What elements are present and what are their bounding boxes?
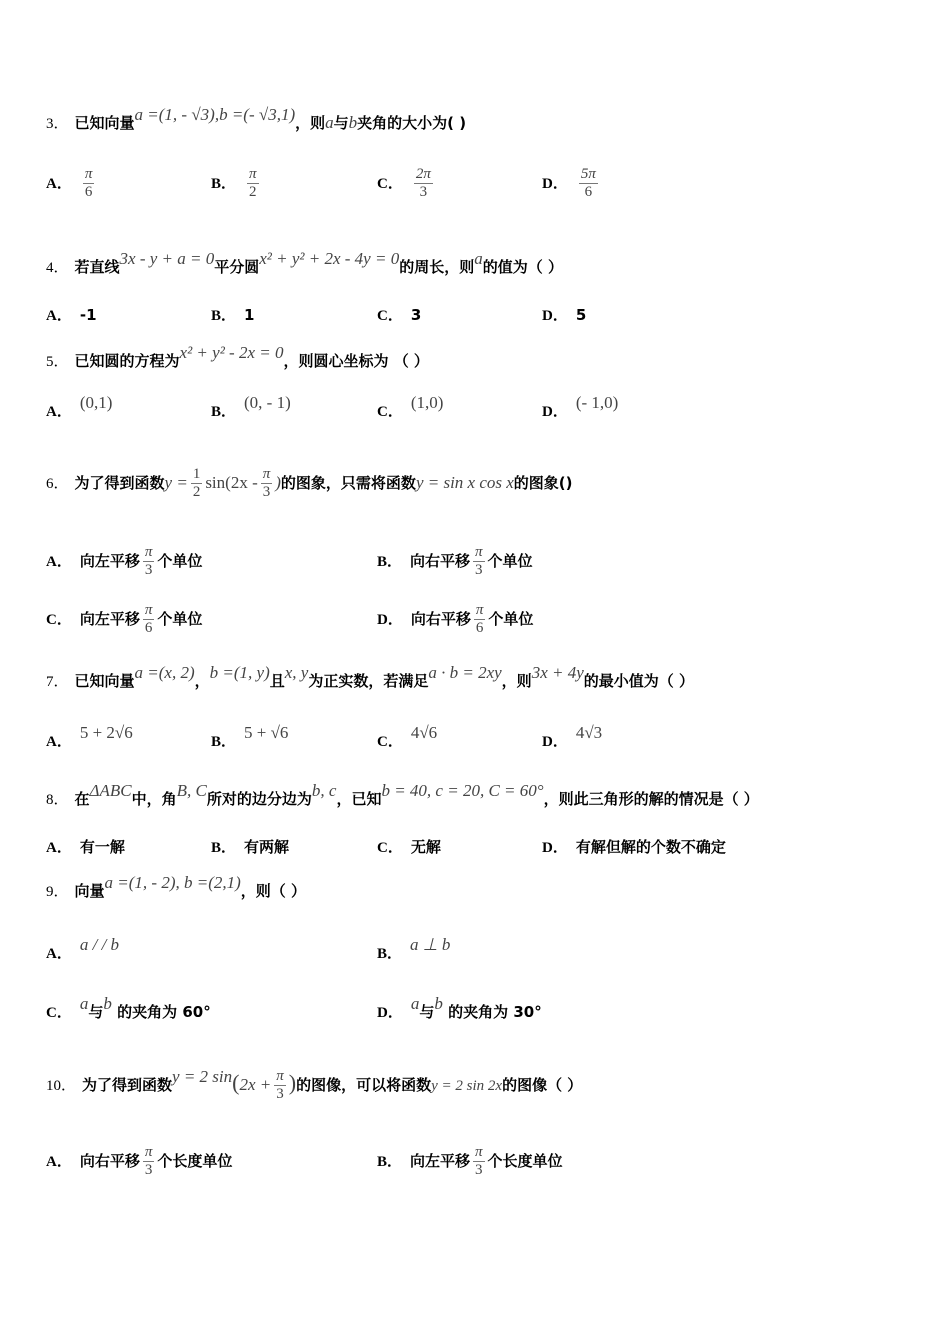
question-text: 所对的边分边为 — [206, 790, 312, 808]
option-label: C． — [46, 1005, 72, 1021]
option-text: 向右平移 — [410, 610, 471, 628]
math-expr: a — [79, 994, 89, 1013]
math-expr: 3x + 4y — [531, 663, 584, 682]
option-d — [377, 602, 533, 637]
math-expr: 5 + 2√6 — [79, 723, 133, 742]
option-label: A． — [46, 734, 72, 750]
option-label: B． — [377, 554, 403, 570]
question-text: ，则 — [501, 672, 532, 690]
option-text: 有两解 — [244, 838, 290, 856]
option-label: D． — [542, 734, 568, 750]
fraction: $\frac{1}{2}$ — [192, 466, 201, 500]
option-b — [211, 393, 291, 421]
math-expr: b — [103, 994, 112, 1013]
question-number: 9． — [46, 884, 69, 900]
option-a — [46, 166, 97, 201]
math-expr: a =(1, - 2), b =(2,1) — [104, 873, 241, 892]
question-text: 已知向量 — [74, 114, 135, 132]
math-expr: x² + y² - 2x = 0 — [179, 343, 284, 362]
math-expr: x, y — [284, 663, 309, 682]
option-c — [377, 836, 441, 857]
question-6 — [46, 466, 573, 501]
option-text: 3 — [410, 306, 422, 324]
option-c — [377, 304, 421, 325]
question-text: 向量 — [74, 882, 105, 900]
option-text: 个长度单位 — [157, 1152, 233, 1170]
question-text: 且 — [269, 672, 285, 690]
math-expr: b =(1, y) — [209, 663, 270, 682]
option-c — [46, 994, 211, 1022]
option-text: 向右平移 — [410, 552, 471, 570]
option-a — [46, 544, 202, 579]
question-number: 6． — [46, 476, 69, 492]
question-text: ，则（ ） — [240, 882, 307, 900]
option-label: A． — [46, 946, 72, 962]
option-c — [377, 723, 438, 751]
math-expr: y = sin x cos x — [415, 473, 514, 492]
option-label: B． — [377, 1154, 403, 1170]
option-a — [46, 1144, 232, 1179]
fraction: $\frac{\pi}{3}$ — [144, 1144, 153, 1178]
question-text: 的值为（ ） — [482, 258, 563, 276]
math-expr: 2x + — [239, 1075, 272, 1094]
fraction: $\frac{\pi}{2}$ — [249, 166, 257, 200]
question-number: 7． — [46, 674, 69, 690]
option-text: 的夹角为 30° — [448, 1003, 542, 1021]
math-expr: y = 2 sin — [172, 1067, 233, 1086]
math-expr: 4√6 — [410, 723, 438, 742]
option-b — [377, 544, 533, 579]
option-label: C． — [377, 176, 403, 192]
question-text: 在 — [74, 790, 90, 808]
option-a — [46, 393, 113, 421]
math-expr: b — [348, 113, 358, 132]
question-7 — [46, 663, 694, 691]
option-text: 向右平移 — [79, 1152, 140, 1170]
option-text: 有解但解的个数不确定 — [575, 838, 726, 856]
paren-left: ( — [232, 1070, 240, 1095]
option-label: B． — [211, 404, 237, 420]
question-text: ，已知 — [336, 790, 382, 808]
math-expr: (- 1,0) — [575, 393, 619, 412]
question-text: ，则 — [295, 114, 326, 132]
question-text: 若直线 — [74, 258, 120, 276]
math-expr: b — [434, 994, 443, 1013]
option-label: D． — [542, 176, 568, 192]
option-text: 个单位 — [488, 610, 534, 628]
fraction: $\frac{\pi}{6}$ — [84, 166, 93, 200]
question-text: ， — [194, 672, 210, 690]
option-label: A． — [46, 840, 72, 856]
question-text: 与 — [333, 114, 349, 132]
math-expr: B, C — [176, 781, 207, 800]
option-label: A． — [46, 308, 72, 324]
math-expr: a ⊥ b — [410, 935, 451, 954]
option-d — [542, 836, 726, 857]
math-expr: (0, - 1) — [244, 393, 291, 412]
option-d — [542, 393, 619, 421]
option-d — [542, 304, 586, 325]
question-3 — [46, 105, 467, 133]
option-d — [377, 994, 542, 1022]
option-label: D． — [377, 1005, 403, 1021]
question-text: 的图象，只需将函数 — [280, 474, 416, 492]
option-label: D． — [377, 612, 403, 628]
option-c — [377, 393, 444, 421]
option-text: 个单位 — [487, 552, 533, 570]
math-expr: b = 40, c = 20, C = 60° — [381, 781, 544, 800]
option-text: 向左平移 — [410, 1152, 471, 1170]
option-text: 向左平移 — [79, 552, 140, 570]
fraction: $\frac{\pi}{3}$ — [276, 1068, 284, 1102]
math-expr: 4√3 — [575, 723, 603, 742]
option-a — [46, 304, 97, 325]
question-5 — [46, 343, 429, 371]
fraction: $\frac{\pi}{3}$ — [475, 544, 483, 578]
option-label: C． — [377, 404, 403, 420]
question-text: 的图像（ ） — [502, 1076, 583, 1094]
math-expr: a · b = 2xy — [428, 663, 502, 682]
option-text: 向左平移 — [79, 610, 140, 628]
option-label: A． — [46, 404, 72, 420]
option-a — [46, 723, 133, 751]
question-number: 8． — [46, 792, 69, 808]
question-10 — [46, 1068, 582, 1103]
option-text: 1 — [244, 306, 255, 324]
question-text: 的周长，则 — [399, 258, 475, 276]
question-number: 10． — [46, 1078, 77, 1094]
question-text: 为了得到函数 — [74, 474, 165, 492]
option-c — [377, 166, 436, 201]
option-text: 的夹角为 60° — [117, 1003, 211, 1021]
option-label: C． — [377, 840, 403, 856]
option-label: C． — [46, 612, 72, 628]
option-label: B． — [377, 946, 403, 962]
math-expr: (1,0) — [410, 393, 444, 412]
option-d — [542, 723, 603, 751]
question-9 — [46, 873, 307, 901]
option-b — [211, 836, 289, 857]
option-a — [46, 935, 120, 963]
question-8 — [46, 781, 759, 809]
question-number: 3． — [46, 116, 69, 132]
math-expr: a — [325, 113, 334, 132]
option-text: 与 — [88, 1003, 104, 1021]
question-text: 为了得到函数 — [82, 1076, 173, 1094]
question-number: 5． — [46, 354, 69, 370]
math-expr: a =(x, 2) — [134, 663, 195, 682]
math-expr: (0,1) — [79, 393, 113, 412]
math-expr: ) — [275, 473, 281, 492]
question-text: ，则圆心坐标为 （ ） — [283, 352, 429, 370]
math-expr: 5 + √6 — [244, 723, 289, 742]
question-text: 中，角 — [131, 790, 177, 808]
option-text: 个单位 — [157, 610, 203, 628]
option-label: B． — [211, 734, 237, 750]
question-number: 4． — [46, 260, 69, 276]
question-text: 的图像，可以将函数 — [296, 1076, 432, 1094]
option-b — [211, 723, 289, 751]
fraction: $\frac{5\pi}{6}$ — [580, 166, 596, 200]
question-text: 的最小值为（ ） — [583, 672, 694, 690]
question-text: 为正实数，若满足 — [308, 672, 429, 690]
fraction: $\frac{2\pi}{3}$ — [415, 166, 431, 200]
option-text: 5 — [575, 306, 587, 324]
option-text: -1 — [79, 306, 97, 324]
option-label: A． — [46, 1154, 72, 1170]
question-text: 平分圆 — [214, 258, 260, 276]
math-expr: x² + y² + 2x - 4y = 0 — [259, 249, 400, 268]
math-expr: a =(1, - √3),b =(- √3,1) — [134, 105, 296, 124]
option-label: B． — [211, 840, 237, 856]
question-text: 夹角的大小为( ) — [357, 114, 467, 132]
math-expr: a — [410, 994, 420, 1013]
option-text: 无解 — [410, 838, 441, 856]
option-text: 与 — [419, 1003, 435, 1021]
option-b — [211, 304, 254, 325]
option-label: D． — [542, 308, 568, 324]
fraction: $\frac{\pi}{3}$ — [262, 466, 271, 500]
question-text: 的图象() — [513, 474, 573, 492]
paren-right: ) — [288, 1070, 297, 1095]
option-text: 个长度单位 — [487, 1152, 563, 1170]
math-expr: a — [474, 249, 483, 268]
option-c — [46, 602, 202, 637]
option-b — [211, 166, 262, 201]
question-text: 已知圆的方程为 — [74, 352, 180, 370]
math-expr: b, c — [311, 781, 337, 800]
math-expr: 3x - y + a = 0 — [119, 249, 215, 268]
option-label: B． — [211, 176, 237, 192]
math-expr: y = — [164, 473, 188, 492]
option-label: C． — [377, 734, 403, 750]
math-expr: ΔABC — [89, 781, 132, 800]
fraction: $\frac{\pi}{3}$ — [475, 1144, 483, 1178]
fraction: $\frac{\pi}{6}$ — [475, 602, 484, 636]
option-b — [377, 1144, 563, 1179]
option-label: A． — [46, 554, 72, 570]
option-b — [377, 935, 451, 963]
option-label: B． — [211, 308, 237, 324]
question-text: 已知向量 — [74, 672, 135, 690]
option-d — [542, 166, 601, 201]
math-expr: y = 2 sin 2x — [431, 1078, 503, 1094]
option-a — [46, 836, 125, 857]
math-expr: sin(2x - — [205, 473, 258, 492]
option-label: A． — [46, 176, 72, 192]
fraction: $\frac{\pi}{6}$ — [144, 602, 153, 636]
option-text: 有一解 — [79, 838, 125, 856]
question-text: ，则此三角形的解的情况是（ ） — [543, 790, 759, 808]
question-4 — [46, 249, 563, 277]
math-expr: a / / b — [79, 935, 120, 954]
option-label: D． — [542, 840, 568, 856]
fraction: $\frac{\pi}{3}$ — [144, 544, 153, 578]
option-label: C． — [377, 308, 403, 324]
option-label: D． — [542, 404, 568, 420]
option-text: 个单位 — [157, 552, 203, 570]
